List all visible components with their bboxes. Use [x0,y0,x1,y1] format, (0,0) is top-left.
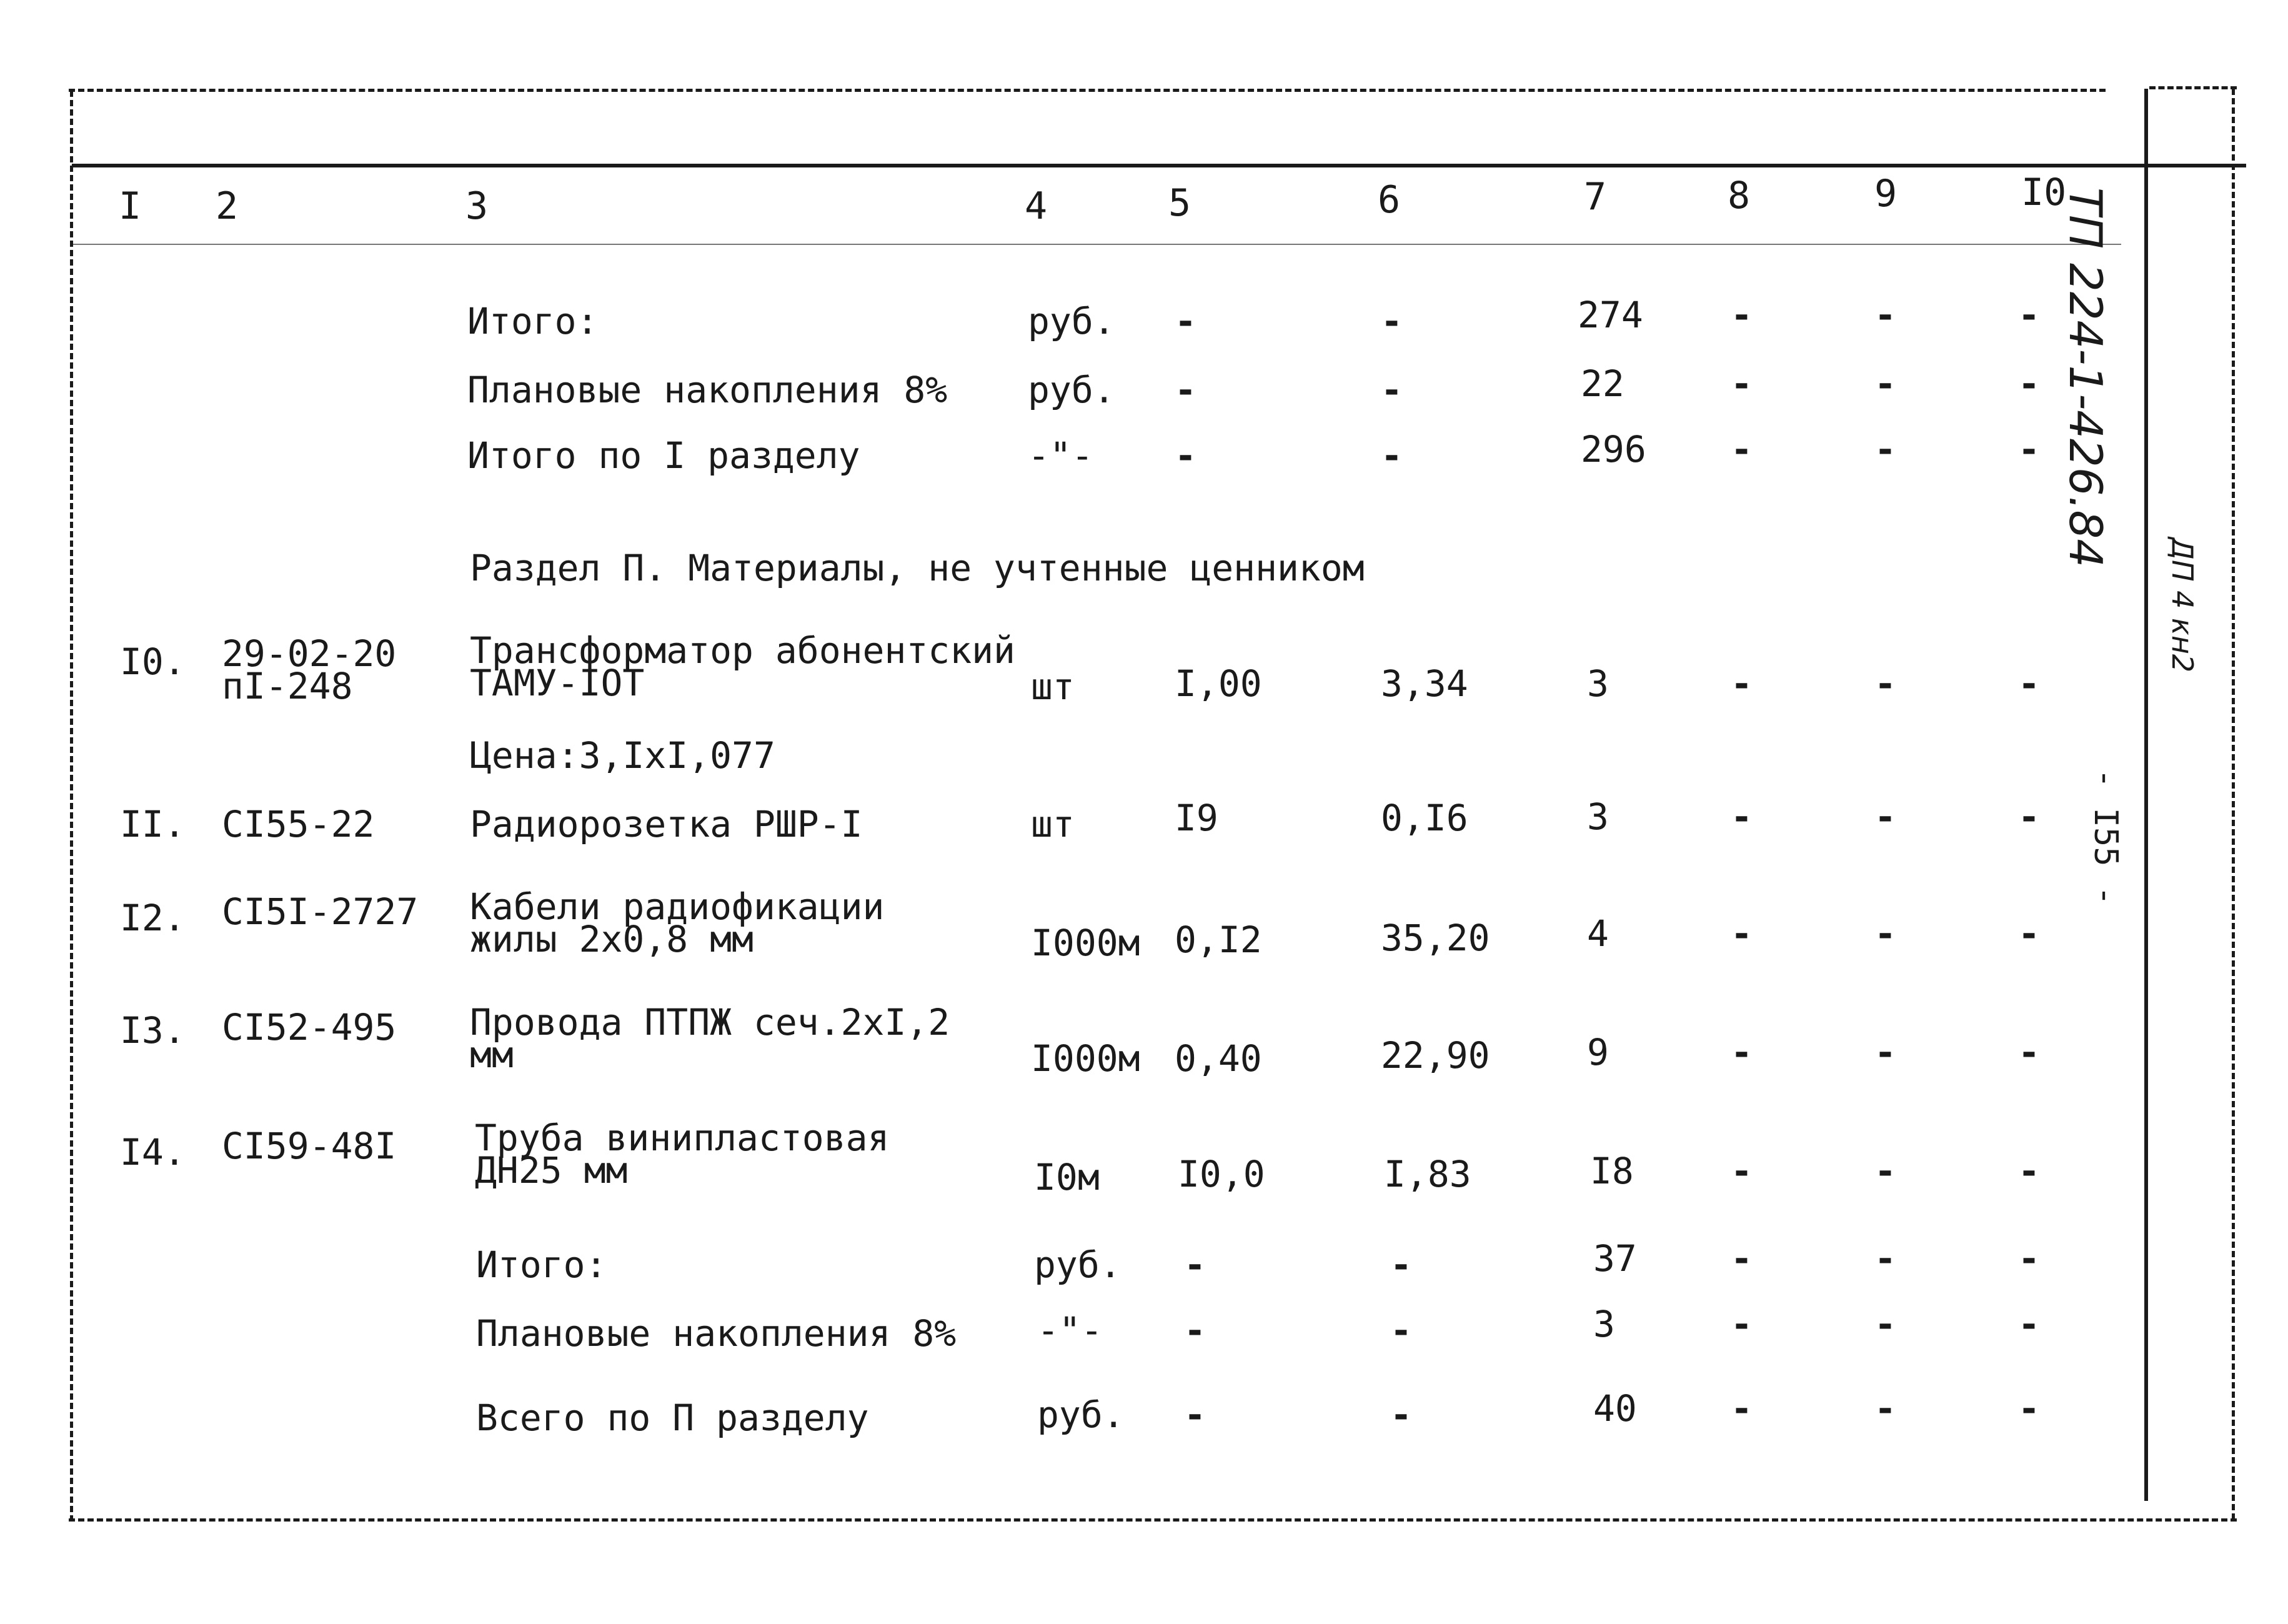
item-13-c5: 0,40 [1175,1037,1262,1080]
item-11-unit: шт [1031,803,1075,845]
item-14-c5: I0,0 [1178,1153,1265,1195]
row-total-c7: 274 [1578,294,1643,336]
row-total2-c6: - [1390,1243,1412,1286]
item-13-c9: - [1874,1031,1896,1074]
side-page-number: - I55 - [2087,769,2124,906]
frame-header-line [72,164,2246,167]
row-planned-c8: - [1731,362,1753,405]
col-header-3: 3 [465,184,489,228]
row-total2-c5: - [1184,1243,1206,1286]
row-planned-unit: руб. [1028,369,1115,411]
item-14-name-line2: ДН25 мм [475,1149,628,1192]
item-14-name-line1: Труба винипластовая [475,1117,890,1159]
item-11-c8: - [1731,795,1753,838]
col-header-6: 6 [1378,178,1401,222]
item-11-c10: - [2018,795,2040,838]
row-section1-total-c5: - [1175,434,1196,477]
row-section1-total-unit: -"- [1028,434,1093,477]
row-section1-total-c6: - [1381,434,1403,477]
item-10-c8: - [1731,662,1753,705]
item-11-c7: 3 [1587,795,1609,838]
item-13-name [470,1001,950,1077]
item-10-name-line1: Трансформатор абонентский [470,629,1015,672]
row-total2-c10: - [2018,1237,2040,1280]
frame-right-dashed [2232,89,2235,1520]
row-total-c5: - [1175,300,1196,342]
col-header-1: I [119,184,142,228]
row-section1-total-c8: - [1731,428,1753,471]
item-10-price-note: Цена:3,IxI,077 [470,734,775,777]
row-planned2-label: Плановые накопления 8% [476,1312,957,1355]
item-13-name-line2: мм [470,1034,514,1077]
col-header-2: 2 [216,184,239,228]
item-13-unit: I000м [1031,1037,1140,1080]
row-section2-total-c10: - [2018,1387,2040,1430]
item-10-name-line2: ТАМУ-IOТ [470,662,645,705]
item-11-code: CI55-22 [222,803,375,845]
item-12-c5: 0,I2 [1175,919,1262,961]
item-12-c6: 35,20 [1381,917,1490,959]
row-section1-total-label: Итого по I разделу [467,434,860,477]
item-13-c7: 9 [1587,1031,1609,1074]
row-total2-c8: - [1731,1237,1753,1280]
side-document-sub: ДП 4 кн2 [2166,537,2199,673]
item-10-c7: 3 [1587,662,1609,705]
row-total2-c9: - [1874,1237,1896,1280]
item-10-code-line1: 29-02-20 [222,632,397,675]
row-section2-total-unit: руб. [1037,1393,1125,1436]
frame-top-right-dashed [2149,86,2237,89]
item-10-number: I0. [120,640,186,683]
item-10-code [222,632,397,708]
header-bottom-line [72,244,2121,245]
frame-bottom-dashed [69,1518,2237,1522]
row-planned-c10: - [2018,362,2040,405]
row-section2-total-c8: - [1731,1387,1753,1430]
row-planned-c5: - [1175,369,1196,411]
section-2-heading: Раздел П. Материалы, не учтенные ценником [470,547,1365,589]
item-10-code-line2: пI-248 [222,665,353,708]
item-10-c9: - [1874,662,1896,705]
row-total-c6: - [1381,300,1403,342]
frame-top-dashed [69,89,2106,92]
item-14-c10: - [2018,1150,2040,1192]
item-10-unit: шт [1031,665,1075,708]
row-section2-total-c9: - [1874,1387,1896,1430]
item-12-code: CI5I-2727 [222,890,419,933]
item-11-c5: I9 [1175,797,1218,839]
item-12-name-line2: жилы 2х0,8 мм [470,918,754,961]
row-planned-c6: - [1381,369,1403,411]
item-10-c6: 3,34 [1381,662,1468,705]
item-13-c10: - [2018,1031,2040,1074]
row-section2-total-label: Всего по П разделу [476,1397,869,1439]
item-13-name-line1: Провода ПТПЖ сеч.2хI,2 [470,1001,950,1044]
col-header-9: 9 [1874,172,1898,216]
item-13-c6: 22,90 [1381,1034,1490,1077]
row-section1-total-c7: 296 [1581,428,1646,471]
item-11-number: II. [120,803,186,845]
row-total-c10: - [2018,294,2040,336]
item-12-c9: - [1874,912,1896,955]
item-10-name [470,629,1015,705]
row-planned2-c7: 3 [1593,1303,1615,1345]
item-14-name [475,1117,890,1192]
side-document-code: ТП 224-1-426.84 [2059,187,2112,568]
col-header-4: 4 [1025,184,1048,228]
row-section2-total-c6: - [1390,1393,1412,1436]
col-header-7: 7 [1584,175,1607,219]
item-14-c8: - [1731,1150,1753,1192]
item-12-c7: 4 [1587,912,1609,955]
row-total2-unit: руб. [1034,1243,1122,1286]
row-planned-c7: 22 [1581,362,1624,405]
row-total-c8: - [1731,294,1753,336]
item-13-code: CI52-495 [222,1006,397,1049]
row-planned2-c9: - [1874,1303,1896,1345]
item-14-c6: I,83 [1384,1153,1471,1195]
row-planned-label: Плановые накопления 8% [467,369,948,411]
row-planned2-c5: - [1184,1309,1206,1352]
col-header-5: 5 [1168,181,1191,225]
item-10-c10: - [2018,662,2040,705]
row-section2-total-c5: - [1184,1393,1206,1436]
item-11-c6: 0,I6 [1381,797,1468,839]
row-section2-total-c7: 40 [1593,1387,1637,1430]
row-total2-label: Итого: [476,1243,607,1286]
item-12-c8: - [1731,912,1753,955]
row-section1-total-c10: - [2018,428,2040,471]
frame-left-dashed [70,91,73,1522]
row-total-unit: руб. [1028,300,1115,342]
row-planned2-c10: - [2018,1303,2040,1345]
col-header-10: I0 [2021,171,2067,214]
row-total-c9: - [1874,294,1896,336]
item-14-code: CI59-48I [222,1125,397,1167]
item-12-number: I2. [120,897,186,939]
item-13-number: I3. [120,1009,186,1052]
row-total-label: Итого: [467,300,599,342]
item-12-name-line1: Кабели радиофикации [470,885,885,928]
item-10-c5: I,00 [1175,662,1262,705]
col-header-8: 8 [1728,174,1751,217]
item-13-c8: - [1731,1031,1753,1074]
row-planned-c9: - [1874,362,1896,405]
frame-stamp-divider [2144,89,2148,1501]
item-12-name [470,885,885,961]
item-11-c9: - [1874,795,1896,838]
row-planned2-c6: - [1390,1309,1412,1352]
item-14-c9: - [1874,1150,1896,1192]
row-section1-total-c9: - [1874,428,1896,471]
item-14-c7: I8 [1590,1150,1634,1192]
row-planned2-c8: - [1731,1303,1753,1345]
item-11-name: Радиорозетка РШР-I [470,803,863,845]
row-planned2-unit: -"- [1037,1309,1103,1352]
item-14-number: I4. [120,1131,186,1173]
item-12-unit: I000м [1031,922,1140,964]
row-total2-c7: 37 [1593,1237,1637,1280]
item-14-unit: I0м [1034,1156,1100,1198]
item-12-c10: - [2018,912,2040,955]
